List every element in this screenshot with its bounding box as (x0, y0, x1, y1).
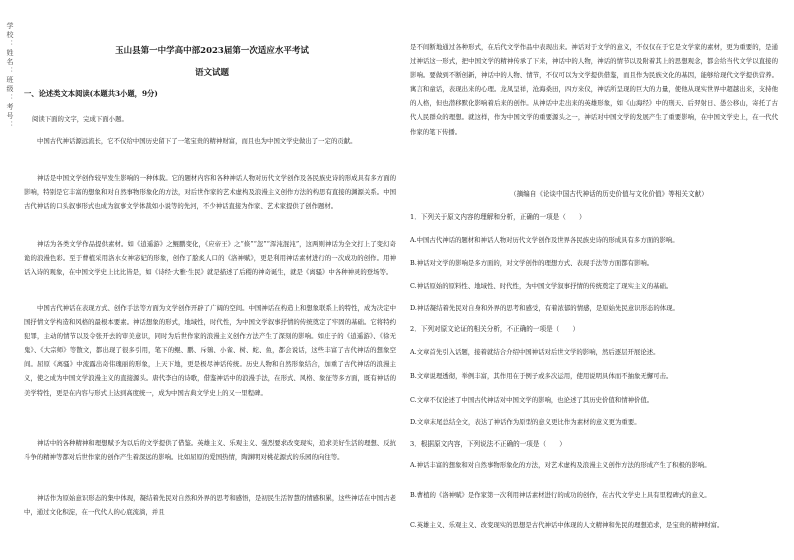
paragraph-continued: 是不间断地通过各种形式，在后代文学作品中表现出来。神话对于文学的意义，不仅仅在于它是文学家的素材，更为重要的，是通过神话这一形式，把中国文学的精神传承了下来，神话中的人物，神话的情节以及附着其上的思想观念，都会给当代文学以直接的影响。要做到不断创新，神话中的人物、情节，不仅可以为文学提供借鉴，而且作为民族文化的基因，能够给现代文学提供营养。寓言和童话，表现出来的心理。龙凤呈祥，沧海桑田，四方来仪，神话所呈现的巨大的力量，使他从现实世界中超越出来，支持他的人格，但也潜移默化影响着后来的创作。从神话中走出来的英雄形象，如《山海经》中的刑天、后羿射日、愚公移山，寄托了古代人民群众的理想。就这样，作为中国文学的重要源头之一，神话对中国文学的发展产生了重要影响，在中国文学史上，在一代代作家的笔下传播。 (410, 43, 778, 136)
q2-option-c: C.文章不仅论述了中国古代神话对中国文学的影响，也论述了其历史价值和情神价值。 (410, 396, 654, 404)
q1-option-a: A.中国古代神话的题材和神话人物对历代文学创作及世界各民族史诗的形成具有多方面的影响。 (410, 236, 679, 244)
paragraph-2: 神话是中国文学创作较早发生影响的一种体裁。它的题材内容和各种神话人物对历代文学创作及各民族史诗的形成具有多方面的影响，特别是它丰富的想象和对自然事物形象化的方法，对后世作家的艺术虚构及浪漫主义创作方法的构思有直接的渊源关系。中国古代神话的口头叙事形式也成为叙事文学体裁如小说等的先河，不少神话直接为作家、艺术家提供了创作题材。 (24, 174, 396, 211)
reading-instruction: 阅读下面的文字，完成下面小题。 (32, 115, 128, 123)
q1-option-b: B.神话对文学的影响是多方面的，对文学创作的理想方式、表现手法等方面都有影响。 (410, 259, 654, 267)
paragraph-1: 中国古代神话源远流长，它不仅给中国历史留下了一笔宝贵的精神财富，而且也为中国文学史做出了一定的贡献。 (37, 137, 357, 145)
paragraph-3: 神话为各类文学作品提供素材。如《逍遥游》之鲲鹏变化，《应帝王》之“倏”“忽”“浑沌混沌”，这两则神话为全文打上了变幻奇诡的浪漫色彩。至于曹植采用洛水女神宓妃的形象，创作了脍炙人口的《洛神赋》，更是利用神话素材进行的一次成功的创作。用神话入诗的观象，在中国文学史上比比皆是，如《诗经·大雅·生民》就是描述了后稷的神奇诞生，就是《离骚》中各种神灵的登场等。 (24, 240, 396, 277)
q3-option-a: A.神话丰富的想象和对自然事物形象化的方法，对艺术虚构及浪漫主义创作方法的形成产生了积极的影响。 (410, 461, 711, 469)
paragraph-6: 神话作为原始意识形态的集中体现，凝结着先民对自然和外界的思考和感悟，是初民生活智慧的情感积累，这些神话在中国古老中，通过文化积淀，在一代代人的心底流淌，并且 (24, 494, 396, 517)
exam-subtitle: 语文试题 (194, 68, 229, 78)
q3-option-b: B.曹植的《洛神赋》是作家第一次利用神话素材进行的成功的创作，在古代文学史上具有里程碑式的意义。 (410, 491, 711, 499)
question-2: 2．下列对原文论证的相关分析，不正确的一项是（ ） (410, 325, 580, 333)
margin-note: 学校：姓名：班级：考号： (6, 22, 14, 130)
citation: （摘编自《论谈中国古代神话的历史价值与文化价值》等相关文献） (510, 190, 708, 198)
q1-option-d: D.神话凝结着先民对自身和外界的思考和感受，有着浓郁的情感，是原始先民意识形态的体现。 (410, 304, 679, 312)
question-3: 3．根据原文内容，下列说法不正确的一项是（ ） (410, 440, 566, 448)
q2-option-a: A.文章首先引入话题，接着就结合介绍中国神话对后世文学的影响，然后逐层开展论述。 (410, 348, 660, 356)
q1-option-c: C.神话原始的原料性、地域性、时代性，为中国文学叙事抒情的传统奠定了现实主义的基础。 (410, 282, 673, 290)
section-heading: 一、论述类文本阅读(本题共3小题，9分) (24, 89, 158, 98)
paragraph-4: 中国古代神话在表现方式、创作手法等方面为文学创作开辟了广阔的空间。中国神话在构造上和想象联系上的特性，成为决定中国抒情文学构造和风格的最根本要素。神话想象的形式，地域性，时代性，为中国文学叙事抒情的传统奠定了牢固的基础。它将特约犯罪，主动的情节以及令张开去的审美意识，同时为后世作家的浪漫主义创作方法产生了深刻的影响。如庄子的《逍遥游》、《徐无鬼》、《大宗师》等散文，都出现了很多引用，笔下的鲲、鹏、斥鴳、小雀、树、蛇、鱼，都会说话，这些丰富了古代神话的想象空间。屈原《离骚》中流露出奇伟瑰丽的形象，上天下地，更是极尽神话传统。历史人物和自然形象结合，加重了古代神话的浪漫主义，使之成为中国文学浪漫主义的直接源头。唐代李白的诗歌，借鉴神话中的浪漫手法，在形式、风格、象征等多方面，既有神话的美学特性，更是在内容与形式上达到高度统一，成为中国古典文学史上的又一里程碑。 (24, 304, 396, 397)
question-1: 1．下列关于原文内容的理解和分析，正确的一项是（ ） (410, 213, 586, 221)
q3-option-c: C.英雄主义、乐观主义、改变现实的思想是古代神话中体现的人文精神和先民的理想追求，是宝贵的精神财富。 (410, 521, 724, 529)
q2-option-b: B.文章说理透彻，举例丰富，其作用在于例子或多次运用，使用说明具体而不抽象无懈可击。 (410, 372, 673, 380)
q2-option-d: D.文章末尾总结全文，表达了神话作为原型的意义更比作为素材的意义更为重要。 (410, 418, 641, 426)
exam-title: 玉山县第一中学高中部2023届第一次适应水平考试 (115, 46, 309, 56)
paragraph-5: 神话中的各种精神和理想赋予为以后的文学提供了借鉴。英雄主义、乐观主义、强烈要求改变现实，追求美好生活的理想、反抗斗争的精神等都对后世作家的创作产生着深远的影响。比如屈原的爱国热情，陶渊明对桃花源式的乐园的向往等。 (24, 439, 396, 462)
